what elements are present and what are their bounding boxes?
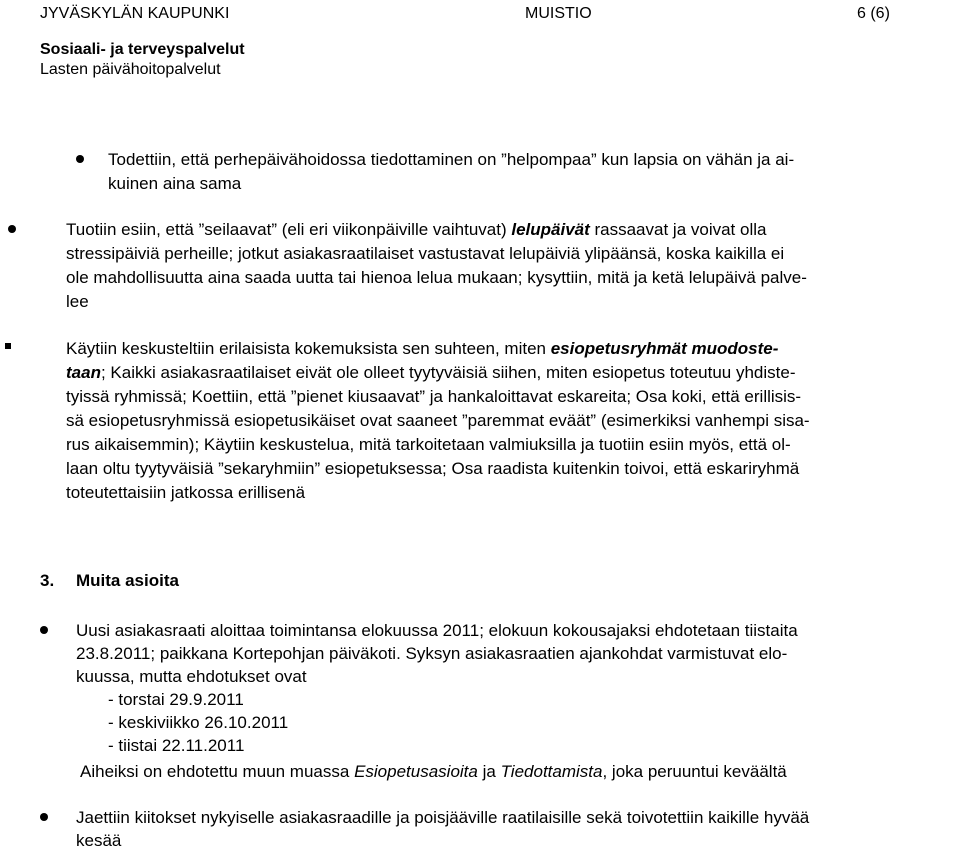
bullet-dot xyxy=(40,626,48,634)
item-3-line-2: taan; Kaikki asiakasraatilaiset eivät ole olleet tyytyväisiä siihen, miten esiopetus toteutuu yhdiste- xyxy=(66,363,796,382)
bullet-dot xyxy=(8,225,16,233)
esiopetusryhmat-emphasis: esiopetusryhmät muodoste- xyxy=(550,339,779,358)
s3-item-2-line-2: kesää xyxy=(76,831,122,850)
item-2-line-4: lee xyxy=(66,292,89,311)
date-item: - torstai 29.9.2011 xyxy=(108,690,244,709)
item-3-line-1: Käytiin keskusteltiin erilaisista kokemuksista sen suhteen, miten esiopetusryhmät muodoste- xyxy=(66,339,779,358)
item-1-line-1: Todettiin, että perhepäivähoidossa tiedottaminen on ”helpompaa” kun lapsia on vähän ja ai- xyxy=(108,150,795,169)
item-3-line-7: toteutettaisiin jatkossa erillisenä xyxy=(66,483,306,502)
lelupaivat-emphasis: lelupäivät xyxy=(511,220,590,239)
document-type: MUISTIO xyxy=(525,5,592,22)
org-name: JYVÄSKYLÄN KAUPUNKI xyxy=(40,5,230,22)
s3-item-2-line-1: Jaettiin kiitokset nykyiselle asiakasraadille ja poisjääville raatilaisille sekä toivotettiin kaikille hyvää xyxy=(76,808,810,827)
topic-esiopetusasioita: Esiopetusasioita xyxy=(354,762,478,781)
date-item: - tiistai 22.11.2011 xyxy=(108,736,245,755)
bullet-dot xyxy=(76,155,84,163)
proposed-topics: Aiheiksi on ehdotettu muun muassa Esiopetusasioita ja Tiedottamista, joka peruuntui keväältä xyxy=(80,762,787,781)
s3-item-1-line-3: kuussa, mutta ehdotukset ovat xyxy=(76,667,307,686)
section-title: Muita asioita xyxy=(76,571,179,590)
department: Sosiaali- ja terveyspalvelut xyxy=(40,41,245,58)
bullet-dot xyxy=(40,813,48,821)
page-number: 6 (6) xyxy=(857,5,890,22)
item-3-line-3: tyissä ryhmissä; Koettiin, että ”pienet kiusaavat” ja hankaloittavat eskareita; Osa koki, että erillisis- xyxy=(66,387,802,406)
item-3-line-5: rus aikaisemmin); Käytiin keskustelua, mitä tarkoitetaan valmiuksilla ja tuotiin esiin myös, että ol- xyxy=(66,435,791,454)
topic-tiedottamista: Tiedottamista xyxy=(500,762,603,781)
s3-item-1-line-2: 23.8.2011; paikkana Kortepohjan päiväkoti. Syksyn asiakasraatien ajankohdat varmistuvat elo- xyxy=(76,644,788,663)
item-2-line-2: stressipäiviä perheille; jotkut asiakasraatilaiset vastustavat lelupäiviä ylipäänsä, koska kaikilla ei xyxy=(66,244,785,263)
section-number: 3. xyxy=(40,571,55,590)
unit: Lasten päivähoitopalvelut xyxy=(40,61,221,78)
item-3-line-4: sä esiopetusryhmissä esiopetusikäiset ovat saaneet ”paremmat eväät” (esimerkiksi vanhempi sisa- xyxy=(66,411,810,430)
item-2-line-3: ole mahdollisuutta aina saada uutta tai hienoa lelua mukaan; kysyttiin, mitä ja ketä lelupäivä palve- xyxy=(66,268,807,287)
date-item: - keskiviikko 26.10.2011 xyxy=(108,713,289,732)
item-3-line-6: laan oltu tyytyväisiä ”sekaryhmiin” esiopetuksessa; Osa raadista kuitenkin toivoi, että eskariryhmä xyxy=(66,459,800,478)
s3-item-1-line-1: Uusi asiakasraati aloittaa toimintansa elokuussa 2011; elokuun kokousajaksi ehdotetaan tiistaita xyxy=(76,621,798,640)
item-1-line-2: kuinen aina sama xyxy=(108,174,242,193)
bullet-square xyxy=(5,343,11,349)
item-2-line-1: Tuotiin esiin, että ”seilaavat” (eli eri viikonpäiville vaihtuvat) lelupäivät rassaavat ja voivat olla xyxy=(66,220,767,239)
